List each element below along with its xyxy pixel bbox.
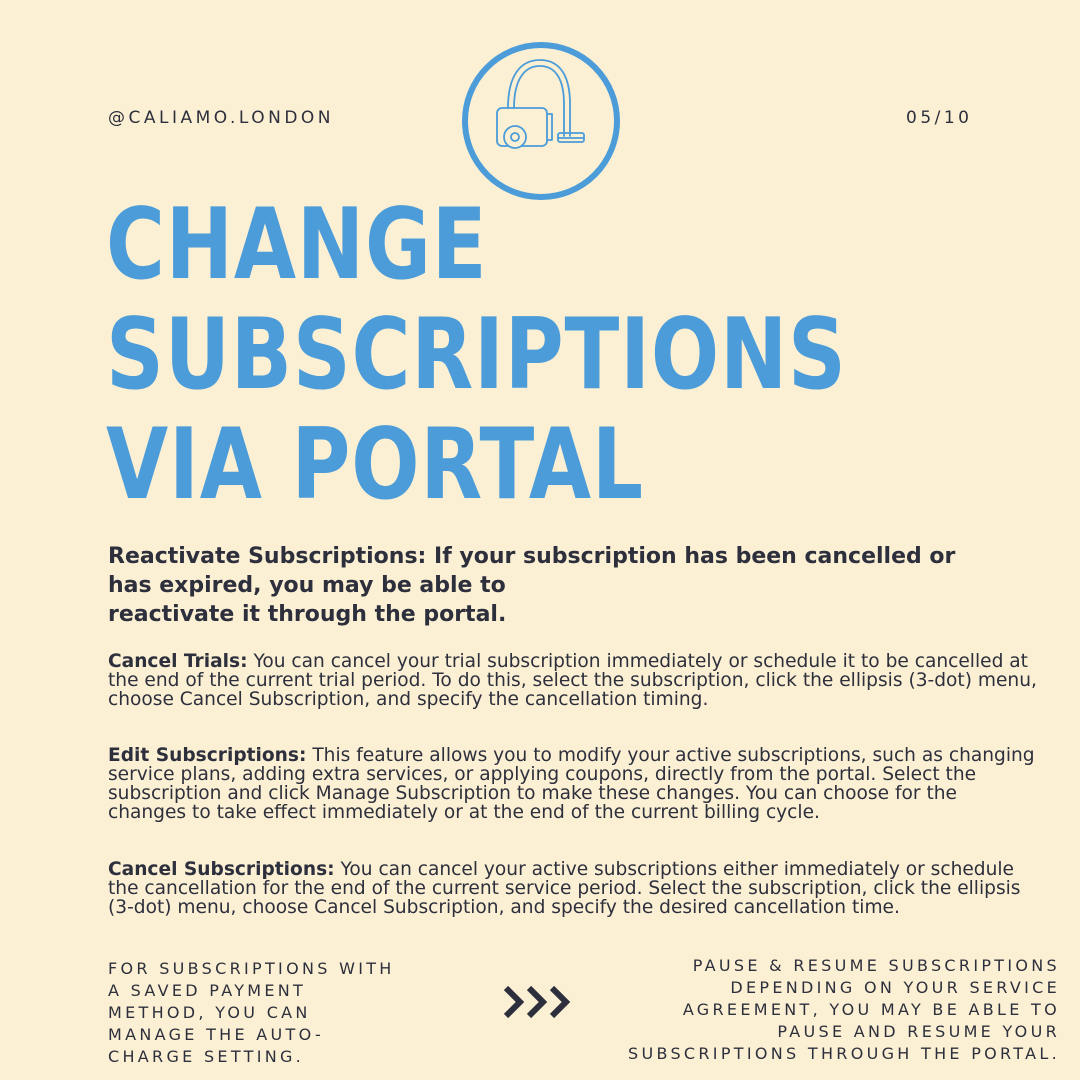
note-line: AGREEMENT, YOU MAY BE ABLE TO <box>682 1000 1060 1019</box>
section-edit-subscriptions <box>108 746 1038 822</box>
pause-resume-note <box>540 955 1060 1065</box>
intro-line: Reactivate Subscriptions: If your subscription has been cancelled or <box>108 544 956 569</box>
section-text: You can cancel your trial subscription immediately or schedule it to be cancelled at the end of the current trial period. To do this, select the subscription, click the ellipsis (3-dot) menu, choose Cancel Subscription, and specify the cancellation timing. <box>108 651 1037 710</box>
title-line: CHANGE <box>106 188 488 302</box>
vacuum-cleaner-icon <box>460 40 622 202</box>
note-line: SUBSCRIPTIONS THROUGH THE PORTAL. <box>628 1044 1060 1063</box>
auto-charge-note <box>108 958 438 1068</box>
note-line: A SAVED PAYMENT <box>108 981 307 1000</box>
title-line: SUBSCRIPTIONS <box>106 298 847 412</box>
intro-line: reactivate it through the portal. <box>108 602 507 627</box>
page-number: 05/10 <box>906 108 973 128</box>
page-title <box>106 190 847 520</box>
note-line: FOR SUBSCRIPTIONS WITH <box>108 959 395 978</box>
note-line: CHARGE SETTING. <box>108 1047 305 1066</box>
intro-line: has expired, you may be able to <box>108 573 506 598</box>
section-cancel-trials <box>108 652 1038 709</box>
note-line: METHOD, YOU CAN <box>108 1003 311 1022</box>
note-line: PAUSE AND RESUME YOUR <box>777 1022 1060 1041</box>
account-handle: @CALIAMO.LONDON <box>108 108 335 128</box>
section-cancel-subscriptions <box>108 860 1038 917</box>
section-text: This feature allows you to modify your active subscriptions, such as changing service plans, adding extra services, or applying coupons, directly from the portal. Select the subscription and click Manage Subscription to make these changes. You can choose for the changes to take effect immediately or at the end of the current billing cycle. <box>108 745 1035 823</box>
title-line: VIA PORTAL <box>106 408 644 522</box>
intro-paragraph <box>108 542 1028 629</box>
note-line: DEPENDING ON YOUR SERVICE <box>730 978 1060 997</box>
note-line: PAUSE & RESUME SUBSCRIPTIONS <box>692 956 1060 975</box>
section-label: Cancel Subscriptions: <box>108 859 335 880</box>
section-label: Cancel Trials: <box>108 651 248 672</box>
section-label: Edit Subscriptions: <box>108 745 307 766</box>
section-text: You can cancel your active subscriptions either immediately or schedule the cancellation for the end of the current service period. Select the subscription, click the ellipsis (3-dot) menu, choose Cancel Subscription, and specify the desired cancellation time. <box>108 859 1021 918</box>
note-line: MANAGE THE AUTO- <box>108 1025 325 1044</box>
